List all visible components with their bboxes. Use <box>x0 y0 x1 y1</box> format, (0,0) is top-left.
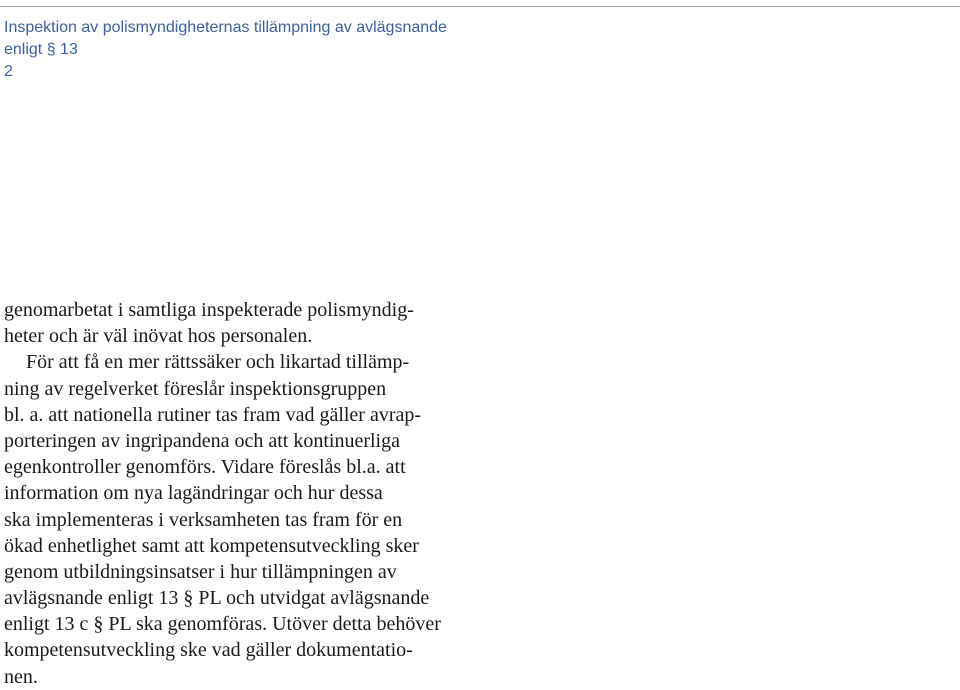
body-line: bl. a. att nationella rutiner tas fram vad gäller avrap- <box>4 403 422 426</box>
running-header <box>4 17 447 83</box>
paragraph-start-line: För att få en mer rättssäker och likartad tillämp- <box>26 351 410 374</box>
body-line: heter och är väl inövat hos personalen. <box>4 325 313 348</box>
body-line: kompetensutveckling ske vad gäller dokumentatio- <box>4 639 413 662</box>
body-line: ning av regelverket föreslår inspektionsgruppen <box>4 377 387 400</box>
header-title-line-1: Inspektion av polismyndigheternas tillämpning av avlägsnande <box>4 19 447 36</box>
body-line: genom utbildningsinsatser i hur tillämpningen av <box>4 560 397 583</box>
body-line: ska implementeras i verksamheten tas fram för en <box>4 508 403 531</box>
body-line: egenkontroller genomförs. Vidare föreslås bl.a. att <box>4 456 406 479</box>
body-line: information om nya lagändringar och hur dessa <box>4 482 383 505</box>
body-line: ökad enhetlighet samt att kompetensutveckling sker <box>4 534 419 557</box>
body-text <box>4 297 484 690</box>
body-line: enligt 13 c § PL ska genomföras. Utöver detta behöver <box>4 613 441 636</box>
body-line: genomarbetat i samtliga inspekterade polismyndig- <box>4 299 414 321</box>
header-title-line-2: enligt § 13 <box>4 41 78 58</box>
body-line: porteringen av ingripandena och att kontinuerliga <box>4 429 400 452</box>
body-line: nen. <box>4 665 38 688</box>
top-rule <box>0 6 960 7</box>
body-line: avlägsnande enligt 13 § PL och utvidgat avlägsnande <box>4 587 430 610</box>
page-number: 2 <box>4 63 13 80</box>
